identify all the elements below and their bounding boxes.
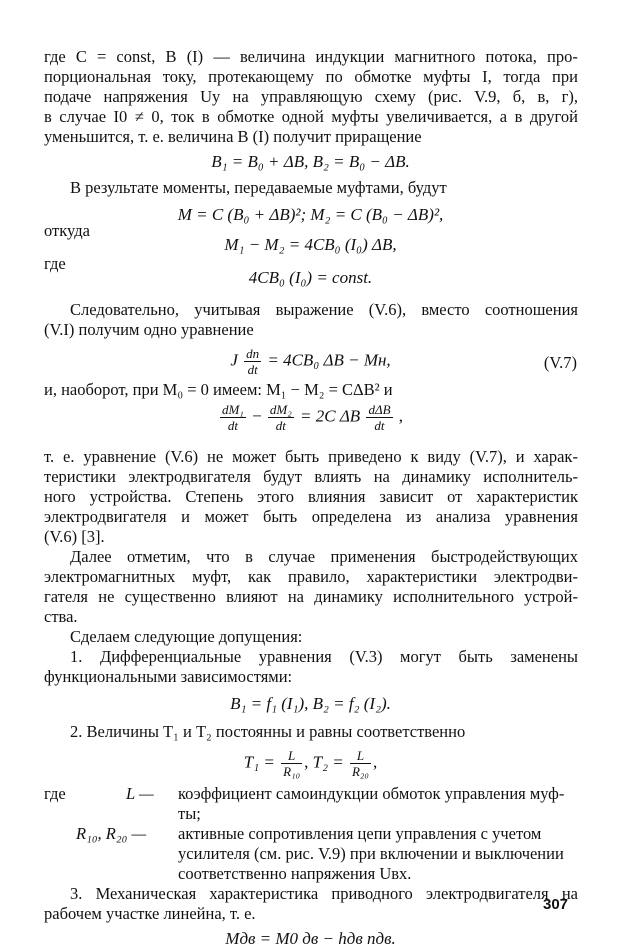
word: приведено — [328, 447, 402, 466]
definition-text: усилителя (см. рис. V.9) при включении и выключении — [178, 844, 564, 863]
word: гателя — [44, 587, 89, 606]
text-line — [44, 447, 578, 467]
word: не — [207, 447, 224, 466]
word: (V.6), — [368, 300, 407, 319]
word: зависит — [379, 487, 434, 506]
word: ≠ — [134, 107, 144, 126]
equation-b1-b2: B₁ = B₀ + ΔB, B₂ = B₀ − ΔB. — [211, 152, 410, 171]
word: подаче — [44, 87, 92, 106]
word: на — [561, 884, 578, 903]
word: на — [287, 587, 304, 606]
word: электродви- — [493, 567, 578, 586]
text-line — [44, 87, 578, 107]
word: на — [232, 87, 249, 106]
word: динамику — [402, 467, 471, 486]
fraction-ddb-dt: $\frac{\text{dΔB}}{dt}$ — [368, 402, 391, 433]
word: величина — [239, 47, 306, 66]
word: влияют — [226, 587, 278, 606]
word: электромагнитных — [44, 567, 176, 586]
word: магнитного — [394, 47, 476, 66]
equation-derivative: $\frac{\text{dM₁}}{dt}$ − $\frac{\text{dM₂}}{dt}$ = 2C ΔB $\frac{\text{dΔB}}{dt}$ , — [221, 402, 404, 433]
equation-motor-characteristic: Mдв = M0 дв − hдв nдв. — [225, 929, 396, 948]
word: не — [98, 587, 115, 606]
text-line — [44, 487, 578, 507]
word: const, — [116, 47, 156, 66]
word: в — [201, 107, 210, 126]
word: уравнения — [504, 507, 578, 526]
equation-moment-difference: M₁ − M₂ = 4CB₀ (I₀) ΔB, — [224, 235, 397, 254]
word: в — [514, 107, 523, 126]
text-line — [44, 467, 578, 487]
word: теристики — [44, 467, 116, 486]
word: быть — [284, 447, 320, 466]
word: обмотке — [217, 107, 275, 126]
word: характеристик — [476, 487, 578, 506]
text-line: (V.6) [3]. — [44, 527, 105, 546]
word: виду — [427, 447, 461, 466]
word: г), — [561, 87, 578, 106]
equation-number: (V.7) — [543, 353, 577, 372]
word: заменены — [510, 647, 578, 666]
word: I, — [482, 67, 492, 86]
word: может — [204, 507, 249, 526]
word: характеристики — [366, 567, 478, 586]
word: быть — [262, 507, 298, 526]
word: 3. — [70, 884, 83, 903]
word: как — [248, 567, 272, 586]
word: т. — [44, 447, 55, 466]
equation-time-constants: T₁ = $\frac{L}{\text{R₁₀}}$ , T₂ = $\frac{L}{\text{R₂₀}}$ , — [243, 748, 378, 779]
word: при — [552, 67, 578, 86]
word: где — [44, 47, 66, 66]
word-otkuda: откуда — [44, 221, 90, 240]
word: может — [232, 447, 277, 466]
word: отметим, — [127, 547, 191, 566]
word: случае — [268, 547, 316, 566]
word: быстродействующих — [431, 547, 578, 566]
word: в — [245, 547, 253, 566]
word: муфты — [331, 107, 379, 126]
word: и — [515, 447, 525, 466]
text-line — [44, 507, 578, 527]
word: V.9, — [474, 87, 501, 106]
word: анализа — [435, 507, 491, 526]
word: Механическая — [95, 884, 197, 903]
definition-symbol: R₁₀, R₂₀ — — [76, 824, 147, 843]
definition-text: активные сопротивления цепи управления с учетом — [178, 824, 542, 843]
word: = — [96, 47, 107, 66]
word: ток — [171, 107, 195, 126]
word-gde: где — [44, 784, 66, 803]
word: потока, — [485, 47, 537, 66]
word: учитывая — [194, 300, 261, 319]
word: выражение — [275, 300, 354, 319]
definition-text: соответственно напряжения Uвх. — [178, 864, 412, 883]
word: от — [447, 487, 463, 506]
word: вместо — [421, 300, 470, 319]
text-line — [44, 107, 578, 127]
word: и — [181, 507, 190, 526]
word: муфт, — [192, 567, 232, 586]
word: по — [325, 67, 343, 86]
word: C — [75, 47, 87, 66]
word: в — [44, 107, 52, 126]
word: существенно — [124, 587, 216, 606]
text-line: 2. Величины T₁ и T₂ постоянны и равны соответственно — [70, 722, 466, 741]
word: электродвигателя — [426, 884, 549, 903]
word: уравнения — [258, 647, 332, 666]
word: приводного — [331, 884, 413, 903]
word: случае — [59, 107, 107, 126]
text-line: В результате моменты, передаваемые муфтами, будут — [70, 178, 447, 197]
word: муфты — [423, 67, 471, 86]
word: I0 — [113, 107, 128, 126]
word: устрой- — [524, 587, 578, 606]
text-line — [44, 567, 578, 587]
word: что — [206, 547, 230, 566]
word: Далее — [70, 547, 112, 566]
word: динамику — [314, 587, 383, 606]
equation-functions: B₁ = f₁ (I₁), B₂ = f₂ (I₂). — [230, 694, 391, 713]
text-line — [44, 127, 578, 147]
word: характеристика — [209, 884, 319, 903]
word: б, — [512, 87, 526, 106]
text-line: и, наоборот, при M₀ = 0 имеем: M₁ − M₂ = CΔB² и — [44, 380, 393, 399]
word: напряжения — [103, 87, 188, 106]
text-content: уменьшится, т. е. величина B (I) получит приращение — [44, 127, 422, 146]
word: электродвигателя — [44, 507, 167, 526]
text-line: функциональными зависимостями: — [44, 667, 293, 686]
definition-text: ты; — [178, 804, 201, 823]
word: могут — [400, 647, 441, 666]
text-line: (V.I) получим одно уравнение — [44, 320, 254, 339]
word: исполнительного — [393, 587, 514, 606]
word: Следовательно, — [70, 300, 179, 319]
text-line — [44, 47, 578, 67]
word: электродвигателя — [128, 467, 251, 486]
word: B — [165, 47, 177, 66]
word: влиять — [314, 467, 362, 486]
text-line: ства. — [44, 607, 78, 626]
word: порциональная — [44, 67, 152, 86]
fraction-l-r20: $\frac{L}{\text{R₂₀}}$ — [351, 748, 369, 779]
word: е. — [63, 447, 75, 466]
word: тогда — [503, 67, 541, 86]
equation-moments: M = C (B₀ + ΔB)²; M₂ = C (B₀ − ΔB)², — [177, 205, 444, 224]
word: 1. — [70, 647, 83, 666]
word: исполнитель- — [483, 467, 578, 486]
word: применения — [330, 547, 416, 566]
word: протекающему — [208, 67, 314, 86]
text-line — [70, 647, 578, 667]
page-number: 307 — [543, 896, 569, 913]
word: из — [406, 507, 422, 526]
word-gde: где — [44, 254, 66, 273]
word: схему — [374, 87, 416, 106]
text-line — [70, 547, 578, 567]
word: устройства. — [89, 487, 172, 506]
word: про- — [547, 47, 578, 66]
word: току, — [162, 67, 197, 86]
word: другой — [529, 107, 578, 126]
word: харак- — [533, 447, 578, 466]
word: — — [213, 47, 230, 66]
word: соотношения — [484, 300, 578, 319]
word: быть — [458, 647, 493, 666]
text-line — [44, 67, 578, 87]
word: влияния — [307, 487, 366, 506]
fraction-dm1-dt: $\frac{\text{dM₁}}{dt}$ — [221, 402, 244, 433]
fraction-l-r10: $\frac{L}{\text{R₁₀}}$ — [283, 748, 301, 779]
word: 0, — [151, 107, 164, 126]
fraction-dn-dt: $\frac{dn}{dt}$ — [246, 346, 260, 377]
word: будут — [263, 467, 303, 486]
equation-const: 4CB₀ (I₀) = const. — [248, 268, 373, 287]
equation-v7: J $\frac{dn}{dt}$ = 4CB₀ ΔB − Mн, — [230, 346, 391, 377]
word: (I) — [186, 47, 204, 66]
definition-text: коэффициент самоиндукции обмоток управления муф- — [178, 784, 565, 803]
word: (V.6) — [165, 447, 199, 466]
text-line — [70, 884, 578, 904]
word: увеличивается, — [386, 107, 493, 126]
definition-symbol: L — — [126, 784, 154, 803]
word: на — [373, 467, 390, 486]
word: правило, — [287, 567, 350, 586]
word: Степень — [185, 487, 244, 506]
word: к — [410, 447, 419, 466]
text-line: Сделаем следующие допущения: — [70, 627, 303, 646]
word: в, — [537, 87, 550, 106]
word: (V.3) — [349, 647, 383, 666]
word: обмотке — [354, 67, 412, 86]
word: (рис. — [427, 87, 462, 106]
word: Uу — [200, 87, 221, 106]
word: а — [499, 107, 508, 126]
word: этого — [257, 487, 295, 506]
word: индукции — [315, 47, 385, 66]
fraction-dm2-dt: $\frac{\text{dM₂}}{dt}$ — [269, 402, 292, 433]
word: (V.7), — [469, 447, 507, 466]
word: определена — [311, 507, 392, 526]
text-line: рабочем участке линейна, т. е. — [44, 904, 256, 923]
word: Дифференциальные — [99, 647, 242, 666]
word: управляющую — [260, 87, 363, 106]
word: уравнение — [83, 447, 157, 466]
text-line — [70, 300, 578, 320]
word: ного — [44, 487, 76, 506]
text-line — [44, 587, 578, 607]
word: одной — [281, 107, 324, 126]
